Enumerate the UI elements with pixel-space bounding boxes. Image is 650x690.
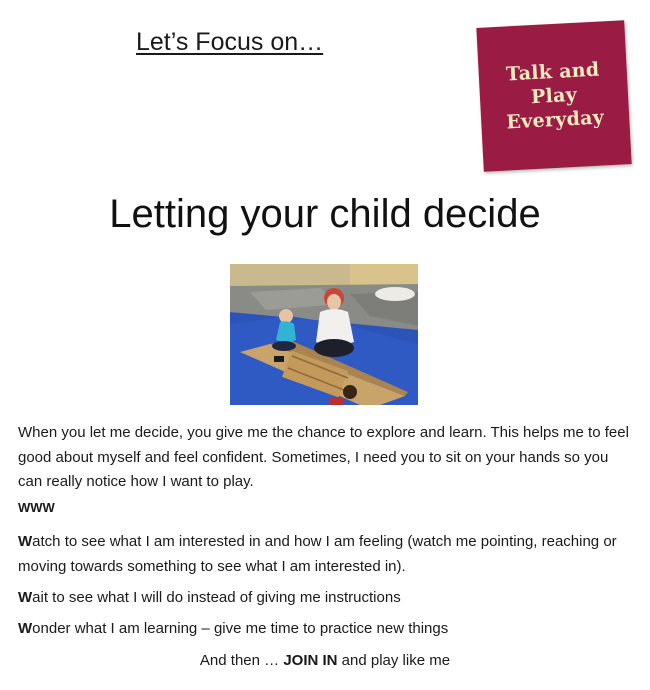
talk-and-play-badge <box>476 20 631 172</box>
tip-wonder-text: onder what I am learning – give me time to practice new things <box>32 620 449 637</box>
tip-watch-text: atch to see what I am interested in and how I am feeling (watch me pointing, reaching or moving towards something to see what I am interested in). <box>18 533 617 575</box>
closing-before: And then … <box>199 652 284 669</box>
focus-heading: Let’s Focus on… <box>136 28 324 56</box>
www-label: WWW <box>18 500 55 515</box>
badge-line-3: Everyday <box>505 106 605 134</box>
tip-wonder-initial: W <box>18 620 33 637</box>
intro-paragraph: When you let me decide, you give me the chance to explore and learn. This helps me to feel good about myself and feel confident. Sometimes, I need you to sit on your hands so you can really notice how I want to play. <box>18 424 629 490</box>
badge-line-2: Play <box>530 83 578 109</box>
closing-line <box>0 652 650 669</box>
play-photo <box>230 264 418 405</box>
tip-wait-text: ait to see what I will do instead of giving me instructions <box>32 589 401 606</box>
closing-after: and play like me <box>337 652 451 669</box>
tip-wait <box>18 586 630 611</box>
closing-emphasis: JOIN IN <box>283 652 338 669</box>
badge-line-1: Talk and <box>505 58 600 86</box>
tip-watch <box>18 530 630 579</box>
tip-wonder <box>18 617 630 642</box>
tip-wait-initial: W <box>18 589 33 606</box>
page-title: Letting your child decide <box>109 192 541 236</box>
tip-watch-initial: W <box>18 533 33 550</box>
